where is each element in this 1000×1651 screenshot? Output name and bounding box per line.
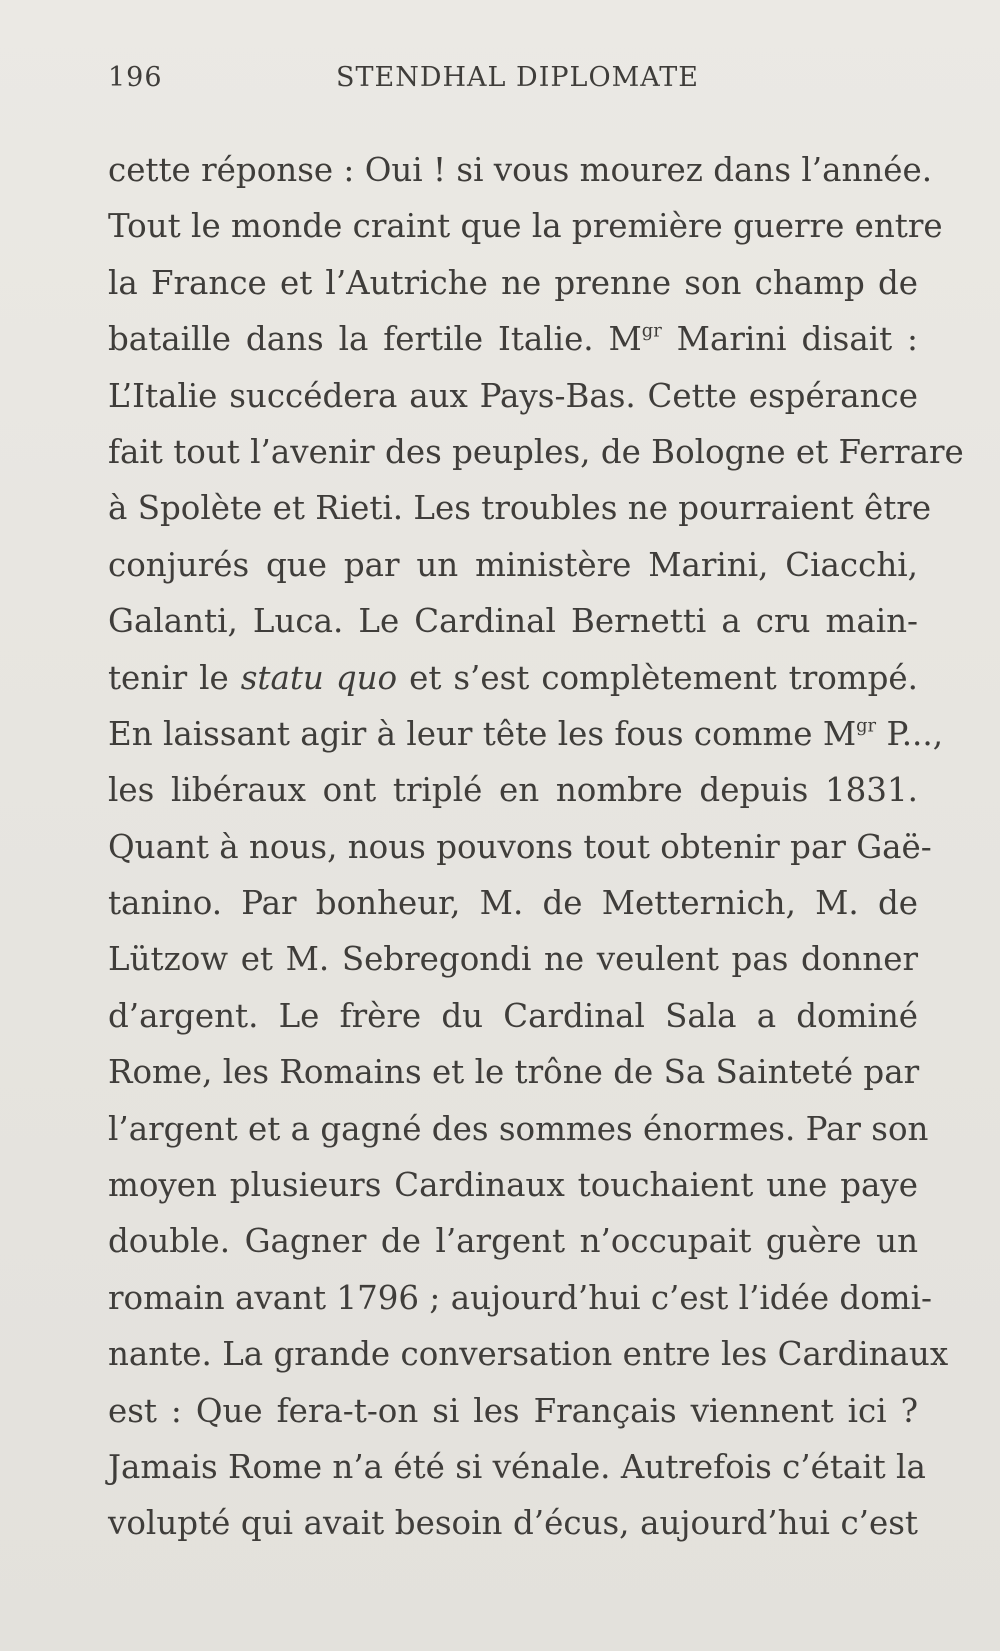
text-line <box>108 650 918 706</box>
text-run: tenir le <box>108 658 241 697</box>
text-line: les libéraux ont triplé en nombre depuis 1831. <box>108 771 918 810</box>
text-line: la France et l’Autriche ne prenne son champ de <box>108 263 918 302</box>
body-text <box>108 142 964 1552</box>
text-line: moyen plusieurs Cardinaux touchaient une paye <box>108 1166 918 1205</box>
text-line: d’argent. Le frère du Cardinal Sala a dominé <box>108 996 918 1035</box>
text-run: En laissant agir à leur tête les fous comme M <box>108 714 857 753</box>
text-line: tanino. Par bonheur, M. de Metternich, M. de <box>108 884 918 923</box>
text-line: à Spolète et Rieti. Les troubles ne pourraient être <box>108 489 932 528</box>
text-line: Quant à nous, nous pouvons tout obtenir par Gaë- <box>108 827 932 866</box>
text-line: Lützow et M. Sebregondi ne veulent pas donner <box>108 940 918 979</box>
running-title: STENDHAL DIPLOMATE <box>336 62 699 93</box>
text-line: romain avant 1796 ; aujourd’hui c’est l’idée domi- <box>108 1278 932 1317</box>
text-line <box>108 706 944 762</box>
text-line: Galanti, Luca. Le Cardinal Bernetti a cru main- <box>108 602 918 641</box>
text-line: Jamais Rome n’a été si vénale. Autrefois c’était la <box>108 1447 926 1486</box>
text-line: L’Italie succédera aux Pays-Bas. Cette espérance <box>108 376 918 415</box>
text-run: et s’est complètement trompé. <box>397 658 918 697</box>
text-line: l’argent et a gagné des sommes énormes. Par son <box>108 1109 929 1148</box>
text-run: Marini disait : <box>661 320 918 359</box>
text-line: conjurés que par un ministère Marini, Ciacchi, <box>108 545 918 584</box>
text-run: P..., <box>876 714 944 753</box>
italic-phrase: statu quo <box>240 658 398 697</box>
text-line: Rome, les Romains et le trône de Sa Sainteté par <box>108 1053 920 1092</box>
text-line: nante. La grande conversation entre les Cardinaux <box>108 1335 949 1374</box>
text-line: volupté qui avait besoin d’écus, aujourd’hui c’est <box>108 1504 918 1543</box>
superscript-abbreviation: gr <box>856 715 877 737</box>
text-line: est : Que fera-t-on si les Français viennent ici ? <box>108 1391 918 1430</box>
text-line: fait tout l’avenir des peuples, de Bologne et Ferrare <box>108 432 964 471</box>
text-run: bataille dans la fertile Italie. M <box>108 320 642 359</box>
text-line: Tout le monde craint que la première guerre entre <box>108 207 943 246</box>
text-line: cette réponse : Oui ! si vous mourez dans l’année. <box>108 151 933 189</box>
page-header <box>108 62 908 102</box>
text-line: double. Gagner de l’argent n’occupait guère un <box>108 1222 918 1261</box>
superscript-abbreviation: gr <box>641 320 662 342</box>
text-line <box>108 311 918 367</box>
page-number: 196 <box>108 62 163 93</box>
